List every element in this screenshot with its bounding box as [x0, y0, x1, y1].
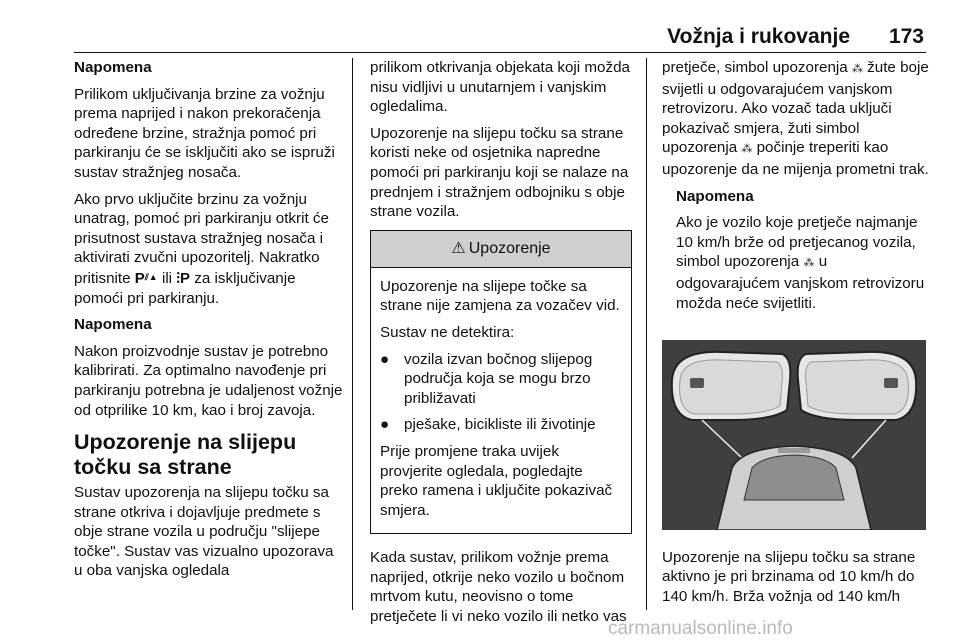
- page-header: [0, 0, 960, 52]
- text: počinje treperiti kao upozorenje da ne mijenja prometni trak.: [662, 139, 929, 178]
- watermark: carmanualsonline.info: [608, 618, 793, 639]
- text: za isključivanje pomoći pri parkiranju.: [74, 269, 296, 307]
- page-number: 173: [888, 25, 924, 48]
- warning-header: [371, 231, 631, 268]
- warning-box: [370, 230, 632, 535]
- warning-text: Sustav ne detektira:: [380, 323, 515, 341]
- text: Ako je vozilo koje pretječe najmanje 10 km/h brže od pretjecanog vozila, simbol upozorenja: [676, 214, 918, 271]
- rear-parking-icon: ⫶P: [176, 269, 191, 287]
- paragraph: [662, 58, 930, 180]
- text: pretječe, simbol upozorenja: [662, 59, 852, 76]
- header-title: Vožnja i rukovanje: [667, 25, 850, 48]
- list-item: [380, 415, 622, 435]
- blind-spot-warning-icon: ⁂: [741, 143, 753, 156]
- parking-assist-button-icon: P⫽▲: [134, 269, 158, 287]
- column-divider-2: [646, 58, 647, 610]
- note-block: [662, 187, 930, 314]
- warning-text: Upozorenje na slijepe točke sa strane nije zamjena za vozačev vid.: [380, 277, 620, 315]
- section-heading: Upozorenje na slijepu točku sa strane: [74, 430, 297, 480]
- paragraph: Sustav upozorenja na slijepu točku sa strane otkriva i dojavljuje predmete s obje strane vozila u području "slijepe točke". Sustav vas vizualno upozorava u oba vanjska ogledala: [74, 484, 334, 580]
- note-text: Nakon proizvodnje sustav je potrebno kalibrirati. Za optimalno navođenje pri parkiranju potrebna je udaljenost vožnje od otprilike 10 km, kao i broj zavoja.: [74, 342, 343, 419]
- header-rule: [74, 52, 926, 53]
- blind-spot-warning-icon: ⁂: [851, 63, 863, 75]
- warning-body: [371, 268, 631, 534]
- text: u odgovarajućem vanjskom retrovizoru možda neće svijetliti.: [676, 253, 925, 312]
- paragraph: Upozorenje na slijepu točku sa strane koristi neke od osjetnika napredne pomoći pri parkiranju koji se nalaze na prednjem i stražnjem odbojniku s obje strane vozila.: [370, 124, 629, 221]
- text: Ako prvo uključite brzinu za vožnju unatrag, pomoć pri parkiranju otkrit će prisutnost sustava stražnjeg nosača i aktivirati zvučni upozoritelj. Nakratko pritisnite: [74, 190, 329, 287]
- blind-spot-mirrors-illustration: [662, 340, 926, 530]
- column-2: [370, 58, 632, 634]
- paragraph: prilikom otkrivanja objekata koji možda nisu vidljivi u unutarnjem i vanjskim ogledalima.: [370, 59, 630, 116]
- list-item-text: vozila izvan bočnog slijepog područja koja se mogu brzo približavati: [404, 350, 593, 407]
- blind-spot-warning-icon: ⁂: [803, 257, 815, 270]
- column-1: [74, 58, 344, 588]
- text: žute boje svijetli u odgovarajućem vanjskom retrovizoru. Ako vozač tada uključi pokazivač smjera, žuti simbol upozorenja: [662, 59, 929, 157]
- warning-triangle-icon: ⚠: [451, 239, 466, 257]
- figure-caption: Upozorenje na slijepu točku sa strane aktivno je pri brzinama od 10 km/h do 140 km/h. Brža vožnja od 140 km/h: [662, 548, 916, 605]
- note-text: [676, 213, 930, 313]
- warning-title: Upozorenje: [468, 239, 551, 257]
- note-heading: Napomena: [676, 187, 754, 205]
- note-heading: Napomena: [74, 59, 152, 76]
- paragraph: Kada sustav, prilikom vožnje prema naprijed, otkrije neko vozilo u bočnom mrtvom kutu, neovisno o tome pretječete li vi neko vozilo ili netko vas: [370, 549, 627, 626]
- column-divider-1: [352, 58, 353, 610]
- right-warning-symbol-icon: [884, 378, 898, 388]
- warning-text: Prije promjene traka uvijek provjerite ogledala, pogledajte preko ramena i uključite pokazivač smjera.: [380, 442, 613, 519]
- list-item-text: pješake, bicikliste ili životinje: [404, 416, 596, 434]
- text: ili: [157, 269, 177, 287]
- note-text: Prilikom uključivanja brzine za vožnju prema naprijed i nakon prekoračenja određene brzine, stražnja pomoć pri parkiranju će se isključiti ako se ispruži sustav stražnjeg nosača.: [74, 85, 335, 181]
- list-item: [380, 350, 622, 409]
- bullet-icon: ●: [380, 350, 390, 368]
- note-heading: Napomena: [74, 316, 152, 334]
- paragraph: [74, 190, 344, 309]
- column-3: [662, 58, 930, 614]
- left-warning-symbol-icon: [690, 378, 704, 388]
- bullet-icon: ●: [380, 416, 390, 434]
